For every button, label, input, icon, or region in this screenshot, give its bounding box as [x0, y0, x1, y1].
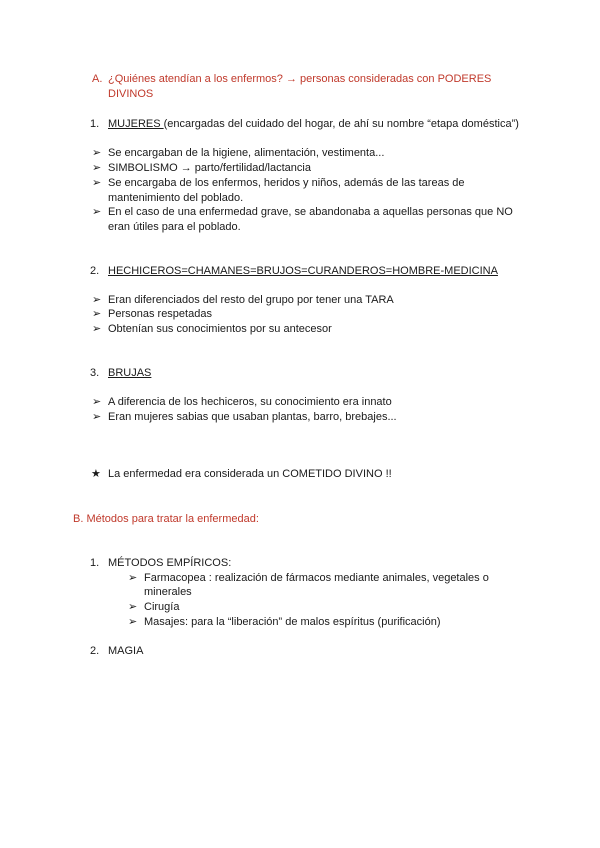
item-1-rest: (encargadas del cuidado del hogar, de ahí su nombre “etapa doméstica”) — [163, 118, 519, 130]
star-note-text: La enfermedad era considerada un COMETIDO DIVINO !! — [108, 468, 392, 480]
section-b-bullet-3: Masajes: para la “liberación” de malos espíritus (purificación) — [144, 616, 441, 628]
section-b-bullet-1: Farmacopea : realización de fármacos mediante animales, vegetales o — [144, 572, 489, 584]
item-1-bullet-2: SIMBOLISMO → parto/fertilidad/lactancia — [108, 162, 311, 174]
bullet-arrow-icon: ➢ — [92, 308, 102, 320]
section-a-line-1: ¿Quiénes atendían a los enfermos? → personas consideradas con PODERES — [108, 73, 492, 85]
bullet-arrow-icon: ➢ — [92, 162, 102, 174]
item-1-bullet-1: Se encargaban de la higiene, alimentación, vestimenta... — [108, 147, 385, 159]
item-3-bullet-2: Eran mujeres sabias que usaban plantas, barro, brebajes... — [108, 411, 397, 423]
item-2-number: 2. — [90, 265, 100, 277]
item-2-bullet-3: Obtenían sus conocimientos por su antecesor — [108, 323, 332, 335]
item-3-bullet-1: A diferencia de los hechiceros, su conocimiento era innato — [108, 396, 392, 408]
item-1-title: MUJERES — [108, 118, 164, 130]
item-2-bullet-2: Personas respetadas — [108, 308, 212, 320]
item-2-bullet-1: Eran diferenciados del resto del grupo por tener una TARA — [108, 294, 394, 306]
bullet-arrow-icon: ➢ — [92, 147, 102, 159]
section-b-bullet-2: Cirugía — [144, 601, 180, 613]
bullet-arrow-icon: ➢ — [92, 177, 102, 189]
section-b-bullet-1-cont: minerales — [144, 586, 192, 598]
item-2-title: HECHICEROS=CHAMANES=BRUJOS=CURANDEROS=HOMBRE-MEDICINA — [108, 265, 498, 277]
section-b-item-2-title: MAGIA — [108, 645, 144, 657]
item-1-bullet-3-cont: mantenimiento del poblado. — [108, 192, 244, 204]
bullet-arrow-icon: ➢ — [128, 572, 138, 584]
section-b-item-1-title: MÉTODOS EMPÍRICOS: — [108, 557, 232, 569]
item-3-number: 3. — [90, 367, 100, 379]
star-icon: ★ — [91, 468, 101, 480]
item-1-heading — [108, 117, 519, 132]
item-1-bullet-3: Se encargaba de los enfermos, heridos y niños, además de las tareas de — [108, 177, 465, 189]
bullet-arrow-icon: ➢ — [128, 616, 138, 628]
section-b-item-2-number: 2. — [90, 645, 100, 657]
item-1-bullet-4: En el caso de una enfermedad grave, se abandonaba a aquellas personas que NO — [108, 206, 513, 218]
bullet-arrow-icon: ➢ — [92, 206, 102, 218]
bullet-arrow-icon: ➢ — [92, 294, 102, 306]
section-a-marker: A. — [92, 73, 103, 85]
item-3-title: BRUJAS — [108, 367, 152, 379]
section-b-title: B. Métodos para tratar la enfermedad: — [73, 513, 259, 525]
bullet-arrow-icon: ➢ — [92, 411, 102, 423]
item-1-bullet-4-cont: eran útiles para el poblado. — [108, 221, 241, 233]
bullet-arrow-icon: ➢ — [128, 601, 138, 613]
item-1-number: 1. — [90, 118, 100, 130]
bullet-arrow-icon: ➢ — [92, 396, 102, 408]
section-a-line-2: DIVINOS — [108, 88, 154, 100]
bullet-arrow-icon: ➢ — [92, 323, 102, 335]
section-b-item-1-number: 1. — [90, 557, 100, 569]
